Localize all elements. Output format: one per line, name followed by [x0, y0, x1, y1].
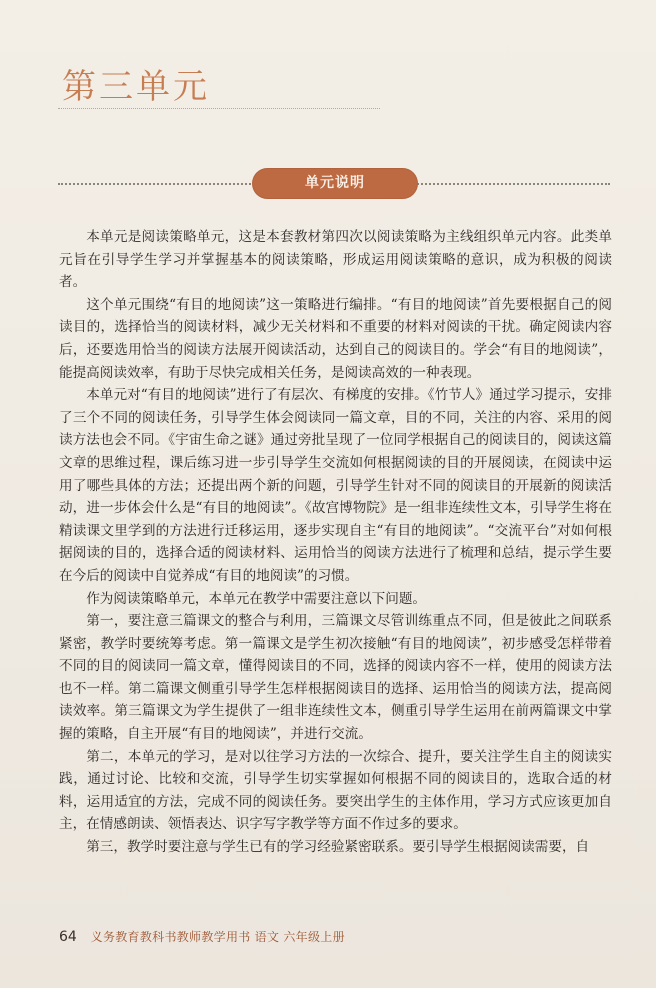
page-footer	[59, 929, 345, 945]
paragraph-6: 第二，本单元的学习，是对以往学习方法的一次综合、提升，要关注学生自主的阅读实践，通过讨论、比较和交流，引导学生切实掌握如何根据不同的阅读目的，选取合适的材料，运用适宜的方法，完成不同的阅读任务。要突出学生的主体作用，学习方式应该更加自主，在情感朗读、领悟表达、识字写字教学等方面不作过多的要求。	[59, 748, 612, 833]
paragraph-5: 第一，要注意三篇课文的整合与利用，三篇课文尽管训练重点不同，但是彼此之间联系紧密，教学时要统筹考虑。第一篇课文是学生初次接触“有目的地阅读”，初步感受怎样带着不同的目的阅读同一篇文章，懂得阅读目的不同，选择的阅读内容不一样，使用的阅读方法也不一样。第二篇课文侧重引导学生怎样根据阅读目的选择、运用恰当的阅读方法，提高阅读效率。第三篇课文为学生提供了一组非连续性文本，侧重引导学生运用在前两篇课文中掌握的策略，自主开展“有目的地阅读”，并进行交流。	[59, 613, 612, 743]
paragraph-7: 第三，教学时要注意与学生已有的学习经验紧密联系。要引导学生根据阅读需要，自	[86, 839, 590, 856]
paragraph-1: 本单元是阅读策略单元，这是本套教材第四次以阅读策略为主线组织单元内容。此类单元旨在引导学生学习并掌握基本的阅读策略，形成运用阅读策略的意识，成为积极的阅读者。	[59, 229, 612, 291]
page-number: 64	[59, 929, 77, 945]
unit-description-body	[59, 226, 612, 859]
paragraph-2: 这个单元围绕“有目的地阅读”这一策略进行编排。“有目的地阅读”首先要根据自己的阅读目的，选择恰当的阅读材料，减少无关材料和不重要的材料对阅读的干扰。确定阅读内容后，还要选用恰当的阅读方法展开阅读活动，达到自己的阅读目的。学会“有目的地阅读”，能提高阅读效率，有助于尽快完成相关任务，是阅读高效的一种表现。	[59, 296, 612, 381]
unit-title: 第三单元	[62, 67, 210, 107]
paragraph-4: 作为阅读策略单元，本单元在教学中需要注意以下问题。	[86, 590, 427, 607]
book-title: 义务教育教科书教师教学用书 语文 六年级上册	[90, 930, 345, 944]
title-divider	[58, 108, 380, 109]
section-label-badge: 单元说明	[252, 168, 418, 199]
paragraph-3: 本单元对“有目的地阅读”进行了有层次、有梯度的安排。《竹节人》通过学习提示，安排了三个不同的阅读任务，引导学生体会阅读同一篇文章，目的不同，关注的内容、采用的阅读方法也会不同。《宇宙生命之谜》通过旁批呈现了一位同学根据自己的阅读目的，阅读这篇文章的思维过程，课后练习进一步引导学生交流如何根据阅读的目的开展阅读，在阅读中运用了哪些具体的方法；还提出两个新的问题，引导学生针对不同的阅读目的开展新的阅读活动，进一步体会什么是“有目的地阅读”。《故宫博物院》是一组非连续性文本，引导学生将在精读课文里学到的方法进行迁移运用，逐步实现自主“有目的地阅读”。“交流平台”对如何根据阅读的目的，选择合适的阅读材料、运用恰当的阅读方法进行了梳理和总结，提示学生要在今后的阅读中自觉养成“有目的地阅读”的习惯。	[59, 387, 612, 584]
